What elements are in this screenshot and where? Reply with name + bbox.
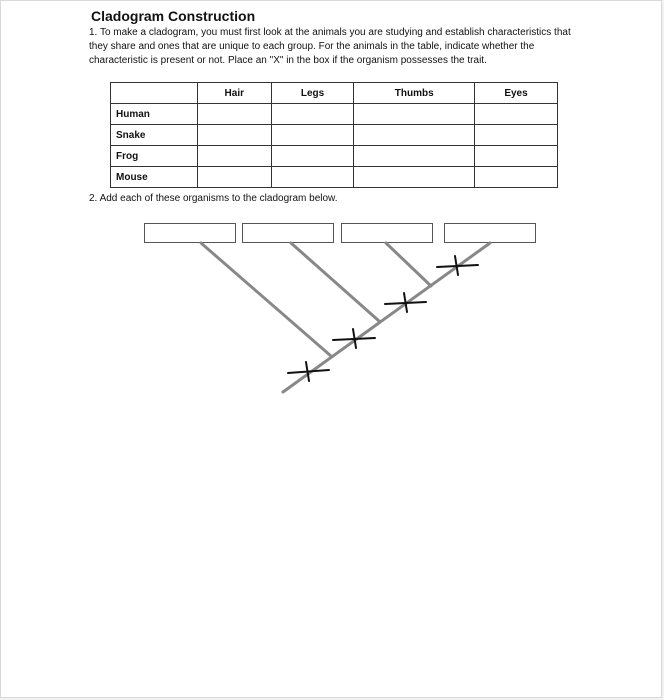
question-2-text: 2. Add each of these organisms to the cladogram below.	[89, 193, 338, 204]
question-1-text: 1. To make a cladogram, you must first look at the animals you are studying and establish characteristics that they share and ones that are unique to each group. For the animals in the table, indicate whether the characteristic is present or not. Place an "X" in the box if the organism possesses the trait.	[89, 27, 571, 66]
cladogram-diagram	[1, 1, 663, 699]
page-title: Cladogram Construction	[91, 8, 256, 24]
column-header-legs: Legs	[271, 83, 354, 104]
row-label-snake: Snake	[111, 125, 198, 146]
row-label-mouse: Mouse	[111, 167, 198, 188]
row-label-human: Human	[111, 104, 198, 125]
cladogram-branch-3	[386, 243, 431, 286]
row-label-frog: Frog	[111, 146, 198, 167]
cladogram-branch-2	[291, 243, 379, 321]
column-header-thumbs: Thumbs	[354, 83, 475, 104]
column-header-eyes: Eyes	[474, 83, 557, 104]
column-header-hair: Hair	[198, 83, 272, 104]
